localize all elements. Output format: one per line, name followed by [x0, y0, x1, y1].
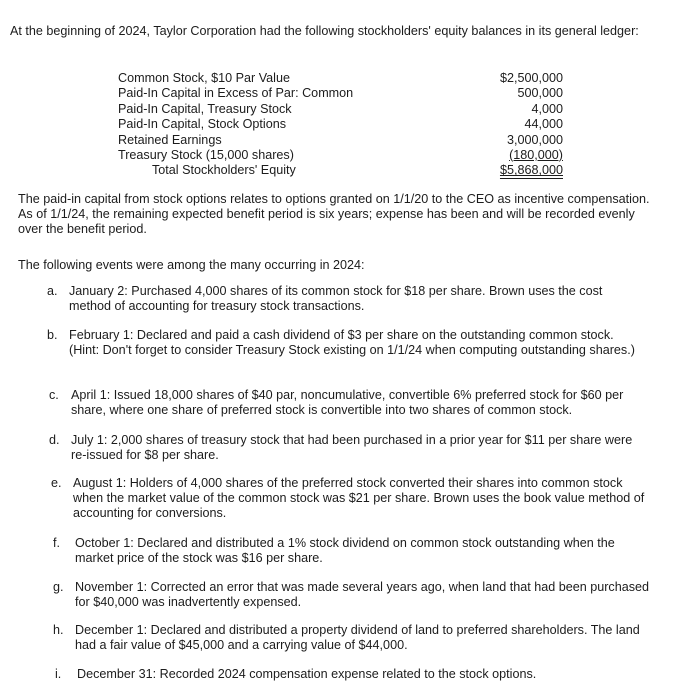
ledger-label: Paid-In Capital, Stock Options	[118, 117, 286, 132]
event-letter: c.	[49, 388, 59, 402]
ledger-row-retained-earnings	[118, 133, 563, 148]
event-letter: i.	[55, 667, 62, 681]
event-letter: g.	[53, 580, 64, 594]
event-letter: f.	[53, 536, 60, 550]
event-c	[49, 388, 649, 418]
event-d	[49, 433, 649, 463]
ledger-label: Paid-In Capital in Excess of Par: Common	[118, 86, 354, 101]
event-text: January 2: Purchased 4,000 shares of its common stock for $18 per share. Brown uses the cost method of accounting for treasury stock transactions.	[69, 284, 603, 313]
ledger-row-treasury-stock	[118, 148, 563, 163]
event-text: August 1: Holders of 4,000 shares of the preferred stock converted their shares into common stock when the market value of the common stock was $21 per share. Brown uses the book value method of accounting for conversions.	[73, 476, 645, 520]
event-b	[47, 328, 647, 358]
event-letter: a.	[47, 284, 58, 298]
event-text: December 31: Recorded 2024 compensation expense related to the stock options.	[77, 667, 537, 681]
event-text: October 1: Declared and distributed a 1% stock dividend on common stock outstanding when the market price of the stock was $16 per share.	[75, 536, 615, 565]
event-g	[53, 580, 653, 610]
ledger-table	[118, 71, 563, 179]
ledger-amount: 44,000	[524, 117, 563, 132]
event-letter: h.	[53, 623, 64, 637]
event-text: November 1: Corrected an error that was made several years ago, when land that had been purchased for $40,000 was inadvertently expensed.	[75, 580, 650, 609]
ledger-row-paid-in-excess	[118, 86, 563, 101]
ledger-row-total	[118, 163, 563, 178]
ledger-amount: $2,500,000	[499, 71, 563, 85]
ledger-amount: $5,868,000	[499, 163, 563, 178]
event-h	[53, 623, 653, 653]
event-f	[53, 536, 653, 566]
ledger-row-paid-in-treasury	[118, 102, 563, 117]
ledger-amount: 4,000	[531, 101, 563, 116]
ledger-label: Retained Earnings	[118, 132, 222, 147]
ledger-label: Treasury Stock (15,000 shares)	[118, 147, 294, 162]
ledger-label: Common Stock, $10 Par Value	[118, 71, 290, 85]
event-letter: d.	[49, 433, 60, 447]
ledger-row-common-stock	[118, 71, 563, 86]
ledger-label: Paid-In Capital, Treasury Stock	[118, 101, 292, 116]
event-letter: e.	[51, 476, 62, 490]
ledger-row-paid-in-options	[118, 117, 563, 132]
event-text: April 1: Issued 18,000 shares of $40 par, noncumulative, convertible 6% preferred stock for $60 per share, where one share of preferred stock is convertible into two shares of common stock.	[71, 388, 624, 417]
ledger-amount: 500,000	[517, 86, 563, 101]
events-intro: The following events were among the many occurring in 2024:	[18, 258, 365, 272]
ledger-amount: 3,000,000	[506, 132, 563, 147]
ledger-label: Total Stockholders' Equity	[152, 163, 296, 178]
event-letter: b.	[47, 328, 58, 342]
event-text: February 1: Declared and paid a cash dividend of $3 per share on the outstanding common stock. (Hint: Don't forget to consider Treasury Stock existing on 1/1/24 when computing outstanding shares.)	[69, 328, 635, 357]
event-text: July 1: 2,000 shares of treasury stock that had been purchased in a prior year for $11 per share were re-issued for $8 per share.	[71, 433, 633, 462]
event-e	[51, 476, 651, 521]
intro-text: At the beginning of 2024, Taylor Corporation had the following stockholders' equity balances in its general ledger:	[10, 24, 639, 38]
event-i	[55, 667, 655, 682]
event-text: December 1: Declared and distributed a property dividend of land to preferred shareholders. The land had a fair value of $45,000 and a carrying value of $44,000.	[75, 623, 640, 652]
event-a	[47, 284, 647, 314]
ledger-amount: (180,000)	[509, 147, 563, 162]
options-paragraph: The paid-in capital from stock options relates to options granted on 1/1/20 to the CEO as incentive compensation. As of 1/1/24, the remaining expected benefit period is six years; expense has been and will be recorded evenly over the benefit period.	[18, 192, 650, 236]
